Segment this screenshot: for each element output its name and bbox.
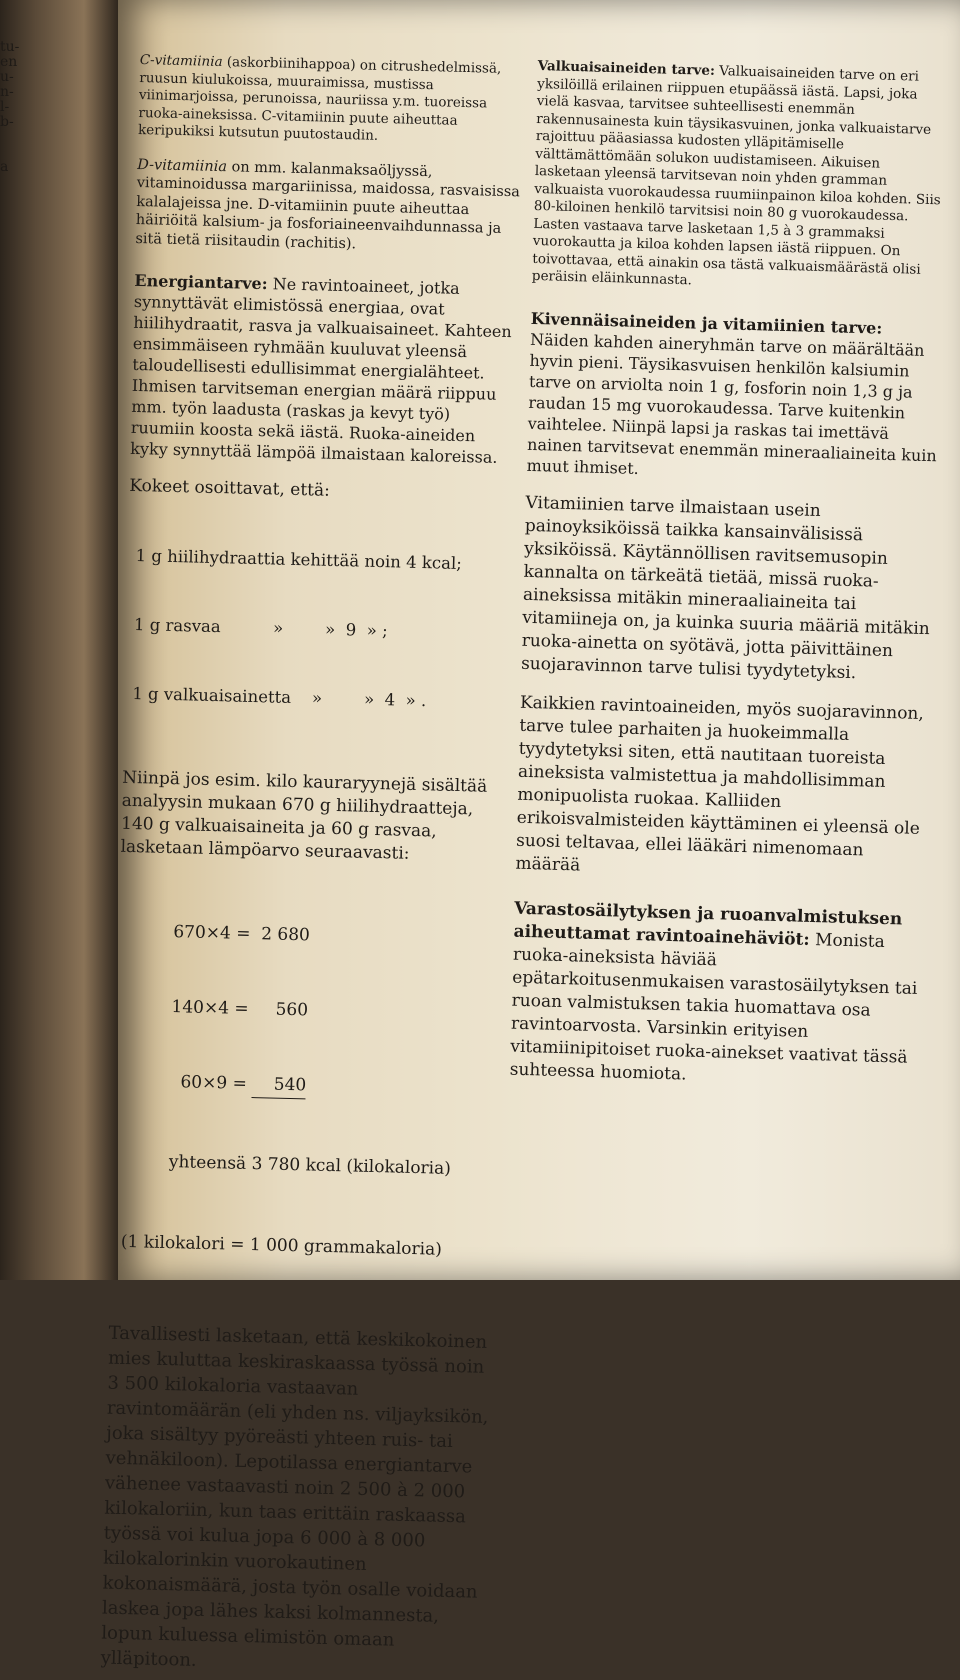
d-vitamin-paragraph [135, 155, 522, 257]
calc-total: yhteensä 3 780 kcal (kilokaloria) [168, 1152, 452, 1179]
calc-expr: 60×9 = [180, 1072, 248, 1094]
varasto-paragraph [509, 897, 924, 1092]
calc-result: 2 680 [260, 924, 311, 946]
kokeet-list-item: 1 g valkuaisainetta » » 4 » . [132, 684, 427, 711]
c-vitamin-term: C-vitamiinia [139, 52, 223, 71]
kaikkien-paragraph: Kaikkien ravintoaineiden, myös suojaravinnon, tarve tulee parhaiten ja huokeimmalla tyydytetyksi siten, että nautitaan tuoreista aineksista valmistettua ja mahdollisimman monipuolista ruokaa. Kalliiden erikoisvalmisteiden käyttäminen ei yleensä ole suosi teltavaa, ellei lääkäri nimenomaan määrää [515, 692, 925, 875]
valkuais-heading: Valkuaisaineiden tarve: [537, 58, 716, 79]
calc-result: 560 [275, 999, 309, 1021]
energiantarve-heading: Energiantarve: [134, 270, 268, 294]
calc-result: 540 [252, 1072, 307, 1099]
calc-expr: 140×4 = [171, 997, 249, 1019]
tavallisesti-paragraph: Tavallisesti lasketaan, että keskikokoinen mies kuluttaa keskiraskaassa työssä noin 3 500 kilokaloria vastaavan ravintomäärän (eli yhden ns. viljayksikön, joka sisältyy pyöreästi yhteen ruis- tai vehnäkiloon). Lepotilassa energiantarve vähenee vastaavasti noin 2 500 à 2 000 kilokaloriin, kun taas erittäin raskaassa työssä voi kulua jopa 6 000 à 8 000 kilokalorinkin vuorokautinen kokonaismäärä, josta työn osalle voidaan laskea jopa lähes kaksi kolmannesta, lopun kuluessa elimistön omaan ylläpitoon. [100, 1322, 489, 1671]
previous-page-edge [0, 0, 120, 1280]
kokeet-list-item: 1 g rasvaa » » 9 » ; [133, 615, 388, 641]
c-vitamin-text: (askorbiinihappoa) on citrushedelmissä, ruusun kiulukoissa, muuraimissa, mustissa viinimarjoissa, perunoissa, nauriissa y.m. tuoreissa ruoka-aineksissa. C-vitamiinin puute aiheuttaa keripukiksi kutsutun puutostaudin. [137, 54, 502, 144]
varasto-text: Monista ruoka-aineksista häviää epätarkoitusenmukaisen varastosäilytyksen tai ruoan valmistuksen takia huomattava osa ravintoarvosta. Varsinkin erityisen vitamiinipitoiset ruoka-ainekset vaativat tässä suhteessa huomiota. [509, 929, 918, 1085]
calc-row [152, 995, 502, 1029]
valkuais-text: Valkuaisaineiden tarve on eri yksilöillä erilainen riippuen etupäässä iästä. Lapsi, joka vielä kasvaa, tarvitsee suhteellisesti enemmän rakennusainesta kuin täysikasvuinen, jonka valkuaistarve rajoittuu pääasiassa kudosten ylläpitämiselle välttämättömään solukon uudistamiseen. Aikuisen lasketaan yleensä tarvitsevan noin yhden gramman valkuaista vuorokaudessa ruumiinpainon kiloa kohden. Siis 80-kiloinen henkilö tarvitsisi noin 80 g vuorokaudessa. Lasten vastaava tarve lasketaan 1,5 à 3 grammaksi vuorokautta ja kiloa kohden lapsen iästä riippuen. On toivottavaa, että ainakin osa tästä valkuaismäärästä olisi peräisin eläinkunnasta. [531, 62, 941, 289]
right-column [509, 58, 947, 1093]
example-paragraph: Niinpä jos esim. kilo kauraryynejä sisältää analyysin mukaan 670 g hiilihydraatteja, 140 g valkuaisaineita ja 60 g rasvaa, lasketaan lämpöarvo seuraavasti: [120, 767, 488, 864]
d-vitamin-term: D-vitamiinia [137, 156, 228, 175]
kokeet-intro: Kokeet osoittavat, että: [129, 475, 331, 501]
previous-page-fragments: tu- en u- n- l- b- a [0, 39, 20, 175]
calc-expr: 670×4 = [173, 922, 251, 944]
d-vitamin-text: on mm. kalanmaksaöljyssä, vitaminoidussa margariinissa, maidossa, rasvaisissa kalalajeissa jne. D-vitamiinin puute aiheuttaa häiriöitä kalsium- ja fosforiaineenvaihdunnassa ja sitä tietä riisitaudin (rachitis). [135, 158, 521, 252]
left-column [100, 52, 524, 1680]
calc-row [154, 920, 504, 954]
calculation-block [120, 870, 505, 1314]
kivennais-heading: Kivennäisaineiden ja vitamiinien tarve: [530, 308, 883, 338]
kilokalori-note: (1 kilokalori = 1 000 grammakaloria) [120, 1231, 443, 1260]
kivennais-text: Näiden kahden aineryhmän tarve on määrältään hyvin pieni. Täysikasvuisen henkilön kalsiumin tarve on arviolta noin 1 g, fosforin noin 1,3 g ja raudan 15 mg vuorokaudessa. Tarve kuitenkin vaihtelee. Niinpä lapsi ja raskas tai imettävä nainen tarvitsevat enemmän mineraaliaineita kuin muut ihmiset. [526, 329, 937, 478]
calc-row [151, 1070, 501, 1105]
c-vitamin-paragraph [138, 52, 525, 149]
vitamiinien-paragraph: Vitamiinien tarve ilmaistaan usein painoyksiköissä taikka kansainvälisissä yksiköissä. Käytännöllisen ravitsemusopin kannalta on tärkeätä tietää, missä ruoka-aineksissa mitäkin mineraaliaineita tai vitamiineja on, ja kuinka suuria määriä mitäkin ruoka-ainetta on syötävä, jotta päivittäinen suojaravinnon tarve tulisi tyydytetyksi. [520, 492, 931, 683]
energiantarve-text: Ne ravintoaineet, jotka synnyttävät elimistössä energiaa, ovat hiilihydraatit, rasva ja valkuaisaineet. Kahteen ensimmäiseen ryhmään kuuluvat yleensä taloudellisesti edullisimmat energialähteet. Ihmisen tarvitseman energian määrä riippuu mm. työn laadusta (raskas ja kevyt työ) ruumiin koosta sekä iästä. Ruoka-aineiden kyky synnyttää lämpöä ilmaistaan kaloreissa. [130, 274, 512, 467]
valkuais-paragraph [532, 58, 948, 297]
energiantarve-paragraph [130, 270, 520, 468]
kokeet-list [131, 498, 514, 760]
varasto-heading: Varastosäilytyksen ja ruoanvalmistuksen aiheuttamat ravintoainehäviöt: [513, 898, 903, 950]
kokeet-list-item: 1 g hiilihydraattia kehittää noin 4 kcal; [135, 546, 463, 574]
